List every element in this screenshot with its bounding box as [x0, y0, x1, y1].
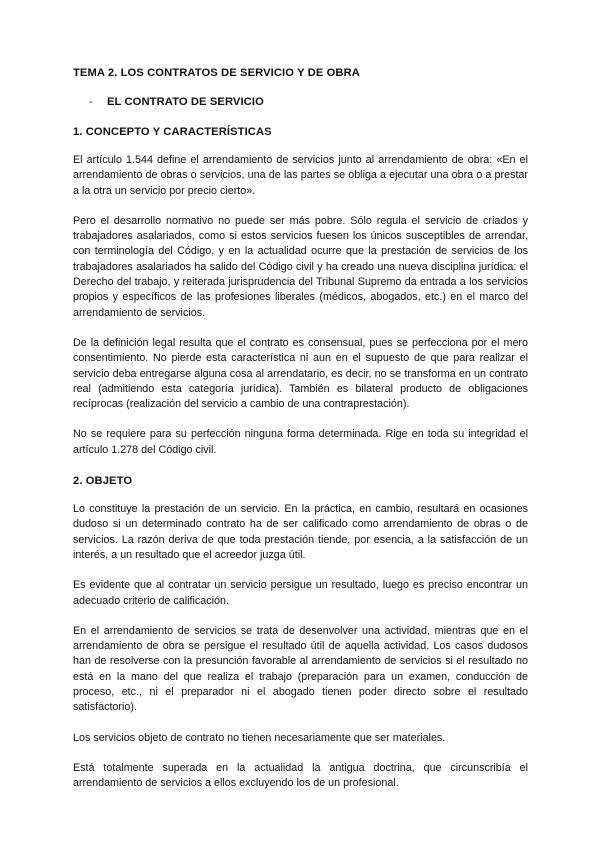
- bullet-item: [73, 95, 528, 109]
- paragraph: Está totalmente superada en la actualidad la antigua doctrina, que circunscribía el arrendamiento de servicios a ellos excluyendo los de un profesional.: [73, 761, 528, 790]
- document-content: [73, 66, 528, 792]
- paragraph: No se requiere para su perfección ninguna forma determinada. Rige en toda su integridad el artículo 1.278 del Código civil.: [73, 428, 528, 456]
- paragraph: De la definición legal resulta que el contrato es consensual, pues se perfecciona por el mero consentimiento. No pierde esta característica ni aun en el supuesto de que para realizar el servicio deba entregarse alguna cosa al arrendatario, es decir, no se transforma en un contrato real (admitiendo esta categoría jurídica). También es bilateral producto de obligaciones recíprocas (realización del servicio a cambio de una contraprestación).: [73, 336, 528, 411]
- paragraph: Los servicios objeto de contrato no tienen necesariamente que ser materiales.: [73, 731, 446, 744]
- bullet-marker: -: [89, 96, 93, 108]
- paragraph: El artículo 1.544 define el arrendamiento de servicios junto al arrendamiento de obra: «En el arrendamiento de obras o servicios, una de las partes se obliga a ejecutar una obra o a prestar a la otra un servicio por precio cierto».: [73, 154, 528, 197]
- paragraph: Pero el desarrollo normativo no puede ser más pobre. Sólo regula el servicio de criados y trabajadores asalariados, como si estos servicios fuesen los únicos susceptibles de arrendar, con terminología del Código, y en la actualidad ocurre que la prestación de servicios de los trabajadores asalariados ha salido del Código civil y ha creado una nueva disciplina jurídica: el Derecho del trabajo, y reiterada jurisprudencia del Tribunal Supremo da entrada a los servicios propios y específicos de las profesiones liberales (médicos, abogados, etc.) en el marco del arrendamiento de servicios.: [73, 214, 528, 319]
- bullet-heading: EL CONTRATO DE SERVICIO: [107, 96, 264, 108]
- section-heading-concepto: 1. CONCEPTO Y CARACTERÍSTICAS: [73, 126, 272, 138]
- paragraph: Lo constituye la prestación de un servicio. En la práctica, en cambio, resultará en ocasiones dudoso si un determinado contrato ha de ser calificado como arrendamiento de obras o de servicios. La razón deriva de que toda prestación tiende, por esencia, a la satisfacción de un interés, a un resultado que el acreedor juzga útil.: [73, 503, 528, 561]
- document-title: TEMA 2. LOS CONTRATOS DE SERVICIO Y DE OBRA: [73, 67, 360, 79]
- paragraph: En el arrendamiento de servicios se trata de desenvolver una actividad, mientras que en el arrendamiento de obra se persigue el resultado útil de aquella actividad. Los casos dudosos han de resolverse con la presunción favorable al arrendamiento de servicios si el resultado no está en la mano del que realiza el trabajo (preparación para un examen, conducción de proceso, etc., ni el preparador ni el abogado tienen poder directo sobre el resultado satisfactorio).: [73, 624, 528, 714]
- section-heading-objeto: 2. OBJETO: [73, 475, 133, 488]
- paragraph: Es evidente que al contratar un servicio persigue un resultado, luego es preciso encontrar un adecuado criterio de calificación.: [73, 579, 528, 607]
